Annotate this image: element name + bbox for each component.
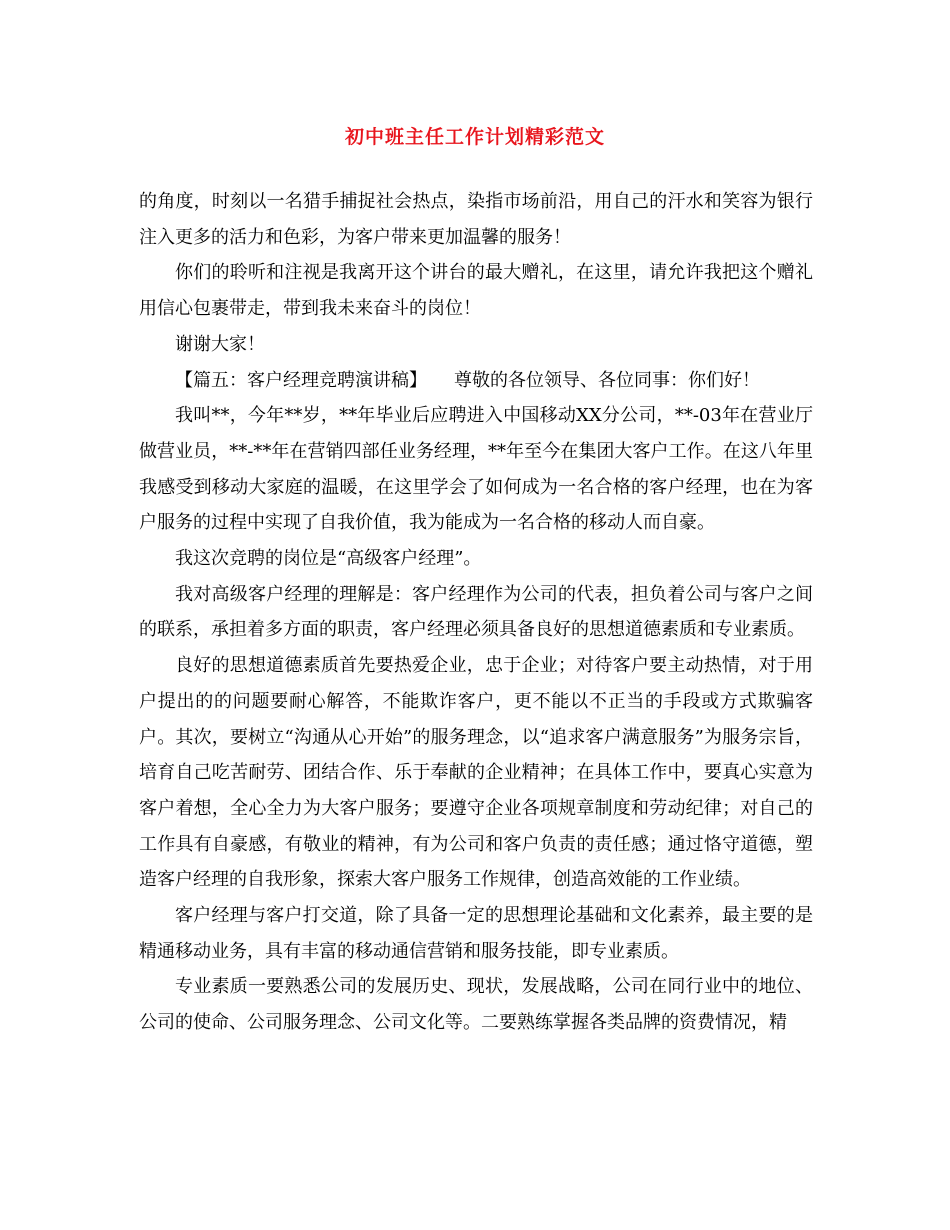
- paragraph: 我叫**，今年**岁，**年毕业后应聘进入中国移动XX分公司，**-03年在营业厅做营业员，**-**年在营销四部任业务经理，**年至今在集团大客户工作。在这八年里我感受到移动大家庭的温暖，在这里学会了如何成为一名合格的客户经理，也在为客户服务的过程中实现了自我价值，我为能成为一名合格的移动人而自豪。: [139, 405, 813, 534]
- paragraph: 你们的聆听和注视是我离开这个讲台的最大赠礼，在这里，请允许我把这个赠礼用信心包裹带走，带到我未来奋斗的岗位！: [139, 262, 813, 320]
- paragraph: 谢谢大家！: [175, 333, 265, 355]
- document-body: [139, 184, 813, 1041]
- document-title: 初中班主任工作计划精彩范文: [344, 126, 605, 148]
- paragraph-continued: 的角度，时刻以一名猎手捕捉社会热点，染指市场前沿，用自己的汗水和笑容为银行注入更多的活力和色彩，为客户带来更加温馨的服务！: [139, 191, 813, 248]
- paragraph: 我对高级客户经理的理解是：客户经理作为公司的代表，担负着公司与客户之间的联系，承担着多方面的职责，客户经理必须具备良好的思想道德素质和专业素质。: [139, 583, 813, 641]
- paragraph: 良好的思想道德素质首先要热爱企业，忠于企业；对待客户要主动热情，对于用户提出的的问题要耐心解答，不能欺诈客户，更不能以不正当的手段或方式欺骗客户。其次，要树立“沟通从心开始”的服务理念，以“追求客户满意服务”为服务宗旨，培育自己吃苦耐劳、团结合作、乐于奉献的企业精神；在具体工作中，要真心实意为客户着想，全心全力为大客户服务；要遵守企业各项规章制度和劳动纪律；对自己的工作具有自豪感，有敬业的精神，有为公司和客户负责的责任感；通过恪守道德，塑造客户经理的自我形象，探索大客户服务工作规律，创造高效能的工作业绩。: [139, 655, 813, 891]
- paragraph-section-heading: 【篇五：客户经理竞聘演讲稿】 尊敬的各位领导、各位同事：你们好！: [175, 369, 760, 391]
- paragraph: 专业素质一要熟悉公司的发展历史、现状，发展战略，公司在同行业中的地位、公司的使命、公司服务理念、公司文化等。二要熟练掌握各类品牌的资费情况，精: [139, 976, 813, 1034]
- paragraph: 我这次竞聘的岗位是“高级客户经理”。: [175, 548, 482, 570]
- paragraph: 客户经理与客户打交道，除了具备一定的思想理论基础和文化素养，最主要的是精通移动业务，具有丰富的移动通信营销和服务技能，即专业素质。: [139, 905, 813, 962]
